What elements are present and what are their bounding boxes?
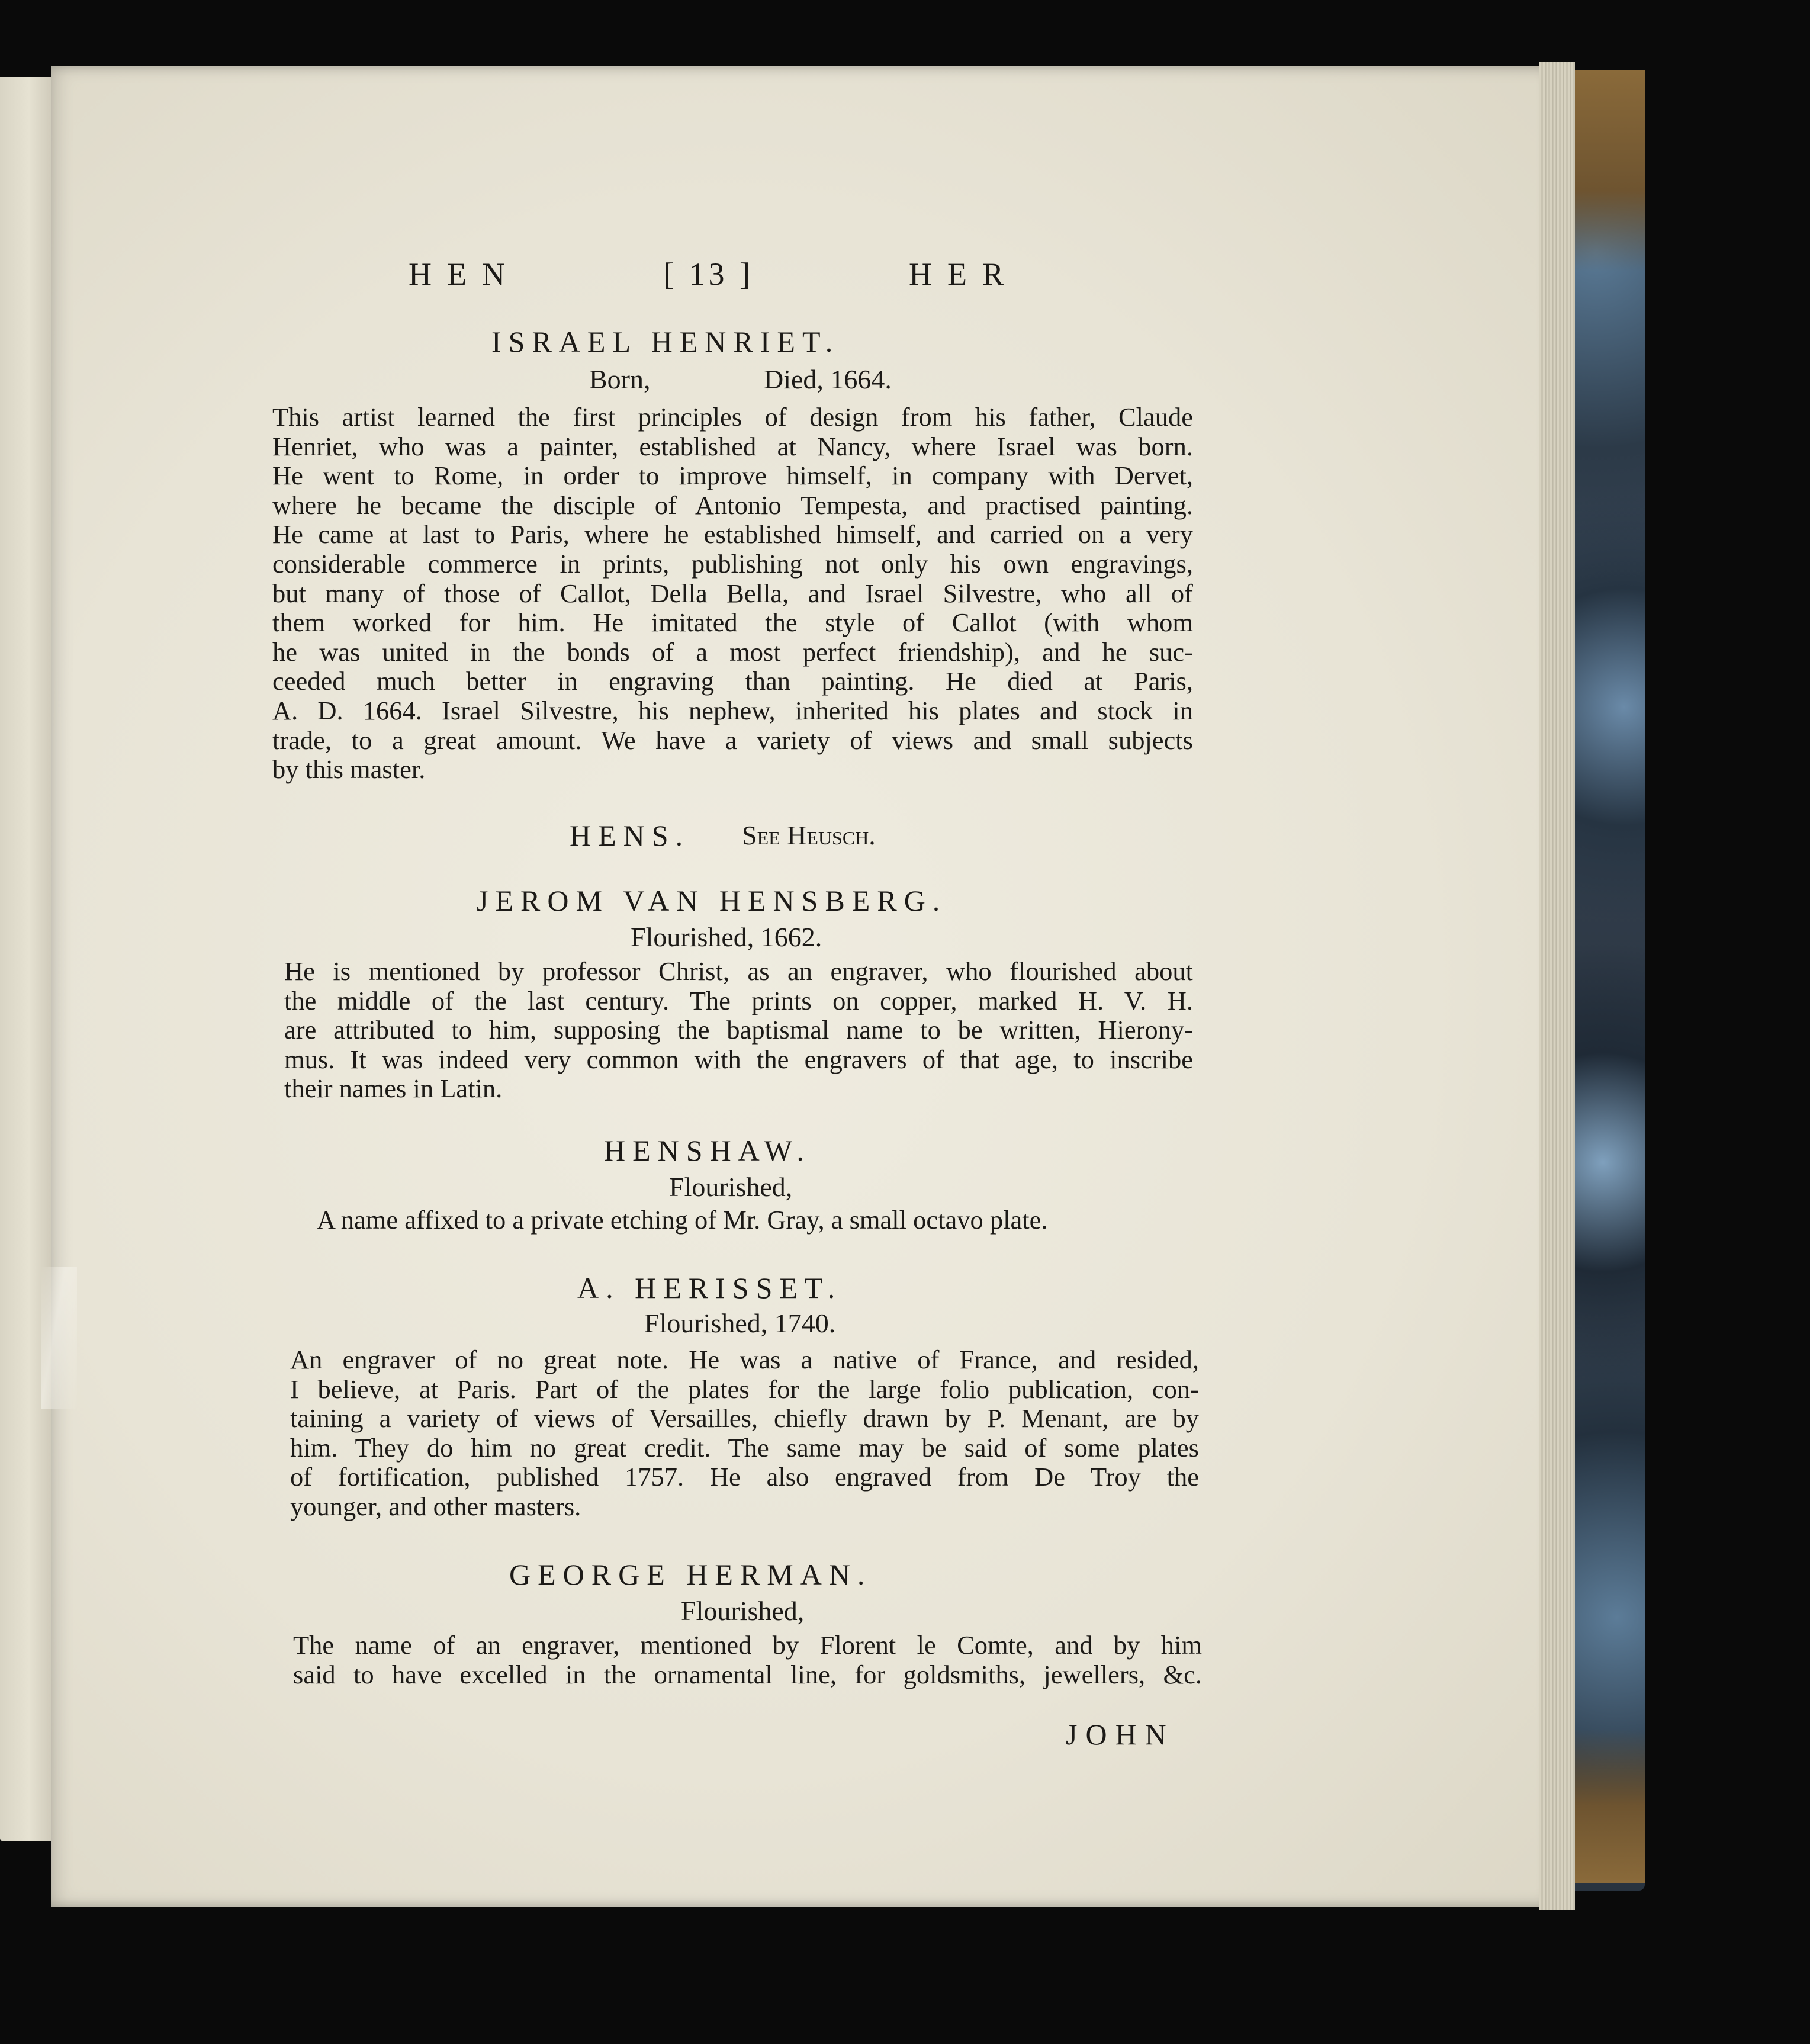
marbled-board bbox=[1575, 70, 1645, 1891]
body-line: Henriet, who was a painter, established at Nancy, where Israel was born. bbox=[272, 431, 1193, 461]
body-line: where he became the disciple of Antonio Tempesta, and practised painting. bbox=[272, 490, 1193, 520]
body-line: him. They do him no great credit. The same may be said of some plates bbox=[290, 1432, 1199, 1463]
body-line: of fortification, published 1757. He also engraved from De Troy the bbox=[290, 1462, 1199, 1492]
body-line: are attributed to him, supposing the baptismal name to be written, Hierony- bbox=[284, 1015, 1193, 1045]
entry-title: ISRAEL HENRIET. bbox=[491, 325, 840, 358]
running-head-left: HEN bbox=[409, 256, 520, 292]
see-reference: See Heusch. bbox=[742, 820, 876, 850]
body-line: He is mentioned by professor Christ, as an engraver, who flourished about bbox=[284, 956, 1193, 986]
body-line: The name of an engraver, mentioned by Florent le Comte, and by him bbox=[293, 1630, 1202, 1660]
body-line: ceeded much better in engraving than painting. He died at Paris, bbox=[272, 666, 1193, 696]
body-line: taining a variety of views of Versailles, chiefly drawn by P. Menant, are by bbox=[290, 1403, 1199, 1434]
body-line: This artist learned the first principles of design from his father, Claude bbox=[272, 402, 1193, 432]
entry-born: Born, bbox=[589, 364, 651, 394]
entry-flourished: Flourished, bbox=[669, 1172, 793, 1202]
entry-flourished: Flourished, 1662. bbox=[631, 922, 822, 952]
body-line: the middle of the last century. The prints on copper, marked H. V. H. bbox=[284, 985, 1193, 1015]
binding-thread bbox=[41, 1267, 77, 1409]
body-line: mus. It was indeed very common with the engravers of that age, to inscribe bbox=[284, 1044, 1193, 1074]
body-line: said to have excelled in the ornamental line, for goldsmiths, jewellers, &c. bbox=[293, 1659, 1202, 1689]
entry-died: Died, 1664. bbox=[764, 364, 892, 394]
body-line: trade, to a great amount. We have a variety of views and small subjects bbox=[272, 725, 1193, 755]
body-line: A. D. 1664. Israel Silvestre, his nephew, inherited his plates and stock in bbox=[272, 695, 1193, 725]
body-line: younger, and other masters. bbox=[290, 1491, 581, 1521]
body-line: them worked for him. He imitated the style of Callot (with whom bbox=[272, 608, 1193, 638]
entry-body bbox=[317, 1206, 1163, 1235]
body-line: their names in Latin. bbox=[284, 1074, 503, 1104]
entry-flourished: Flourished, 1740. bbox=[644, 1308, 836, 1338]
entry-title: HENSHAW. bbox=[604, 1134, 811, 1167]
body-line: He came at last to Paris, where he established himself, and carried on a very bbox=[272, 519, 1193, 549]
left-page-edge bbox=[0, 77, 52, 1841]
entry-title: A. HERISSET. bbox=[577, 1271, 843, 1304]
see-title: HENS. bbox=[570, 819, 690, 852]
leather-corner-bottom bbox=[1575, 1729, 1645, 1883]
leather-corner-top bbox=[1575, 70, 1645, 271]
body-line: I believe, at Paris. Part of the plates for the large folio publication, con- bbox=[290, 1374, 1199, 1404]
body-line: An engraver of no great note. He was a native of France, and resided, bbox=[290, 1345, 1199, 1374]
entry-body bbox=[293, 1631, 1202, 1689]
entry-body bbox=[284, 957, 1193, 1104]
body-line: considerable commerce in prints, publishing not only his own engravings, bbox=[272, 548, 1193, 579]
body-line: A name affixed to a private etching of Mr. Gray, a small octavo plate. bbox=[317, 1205, 1048, 1235]
entry-body bbox=[272, 403, 1193, 785]
body-line: He went to Rome, in order to improve himself, in company with Dervet, bbox=[272, 461, 1193, 491]
running-head-right: HER bbox=[909, 256, 1019, 292]
entry-title: GEORGE HERMAN. bbox=[509, 1558, 872, 1591]
body-line: but many of those of Callot, Della Bella, and Israel Silvestre, who all of bbox=[272, 578, 1193, 608]
entry-flourished: Flourished, bbox=[681, 1596, 805, 1626]
catchword: JOHN bbox=[1066, 1718, 1175, 1751]
entry-body bbox=[290, 1345, 1199, 1522]
entry-title: JEROM VAN HENSBERG. bbox=[477, 884, 947, 917]
body-line: by this master. bbox=[272, 754, 426, 785]
body-line: he was united in the bonds of a most perfect friendship), and he suc- bbox=[272, 637, 1193, 667]
page-number: [ 13 ] bbox=[663, 256, 754, 292]
page-edges bbox=[1539, 62, 1575, 1910]
